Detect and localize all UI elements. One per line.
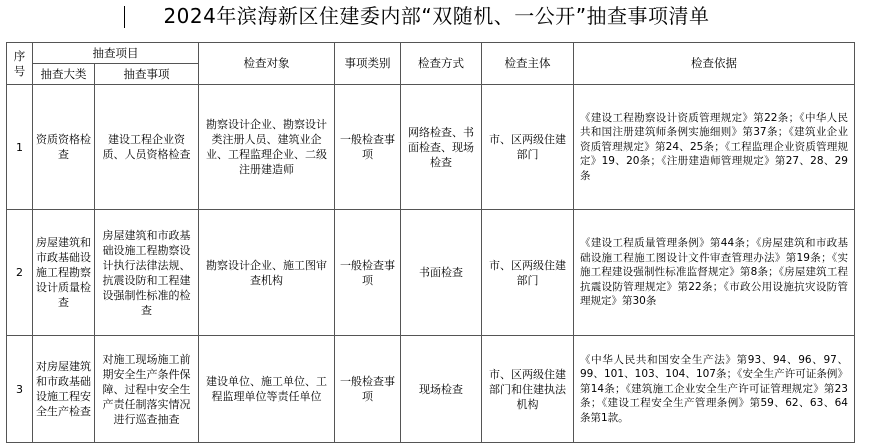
row-category: 对房屋建筑和市政基础设施工程安全生产检查 [33, 336, 95, 443]
row-basis: 《建设工程质量管理条例》第44条；《房屋建筑和市政基础设施工程施工图设计文件审查管理办法》第19条；《实施工程建设强制性标准监督规定》第8条；《房屋建筑工程抗震设防管理规定》第22条；《市政公用设施抗灾设防管理规定》第30条 [574, 210, 855, 336]
header-type: 事项类别 [335, 43, 401, 85]
row-seq: 3 [7, 336, 33, 443]
table-row [7, 336, 855, 443]
inspection-table [6, 42, 855, 443]
text-cursor [124, 6, 125, 28]
row-item: 对施工现场施工前期安全生产条件保障、过程中安全生产责任制落实情况进行巡查抽查 [95, 336, 199, 443]
header-subject: 检查主体 [482, 43, 574, 85]
row-method: 书面检查 [401, 210, 482, 336]
row-basis: 《建设工程勘察设计资质管理规定》第22条；《中华人民共和国注册建筑师条例实施细则》第37条；《建筑业企业资质管理规定》第24、25条；《工程监理企业资质管理规定》19、20条；《注册建造师管理规定》第27、28、29条 [574, 85, 855, 210]
row-item: 建设工程企业资质、人员资格检查 [95, 85, 199, 210]
header-target: 检查对象 [199, 43, 335, 85]
header-category: 抽查大类 [33, 64, 95, 85]
row-seq: 2 [7, 210, 33, 336]
row-type: 一般检查事项 [335, 85, 401, 210]
row-item: 房屋建筑和市政基础设施工程勘察设计执行法律法规、抗震设防和工程建设强制性标准的检查 [95, 210, 199, 336]
row-subject: 市、区两级住建部门和住建执法机构 [482, 336, 574, 443]
row-subject: 市、区两级住建部门 [482, 210, 574, 336]
header-check-items: 抽查项目 [33, 43, 199, 64]
header-seq: 序号 [7, 43, 33, 85]
header-method: 检查方式 [401, 43, 482, 85]
row-category: 房屋建筑和市政基础设施工程勘察设计质量检查 [33, 210, 95, 336]
header-row [7, 43, 855, 64]
row-type: 一般检查事项 [335, 210, 401, 336]
row-method: 网络检查、书面检查、现场检查 [401, 85, 482, 210]
row-target: 勘察设计企业、施工图审查机构 [199, 210, 335, 336]
row-method: 现场检查 [401, 336, 482, 443]
document-title: 2024年滨海新区住建委内部“双随机、一公开”抽查事项清单 [163, 4, 710, 28]
row-seq: 1 [7, 85, 33, 210]
row-subject: 市、区两级住建部门 [482, 85, 574, 210]
row-target: 建设单位、施工单位、工程监理单位等责任单位 [199, 336, 335, 443]
row-basis: 《中华人民共和国安全生产法》第93、94、96、97、99、101、103、104、107条；《安全生产许可证条例》第14条；《建筑施工企业安全生产许可证管理规定》第23条；《建设工程安全生产管理条例》第59、62、63、64条第1款。 [574, 336, 855, 443]
header-basis: 检查依据 [574, 43, 855, 85]
row-category: 资质资格检查 [33, 85, 95, 210]
row-type: 一般检查事项 [335, 336, 401, 443]
table-row [7, 210, 855, 336]
row-target: 勘察设计企业、勘察设计类注册人员、建筑业企业、工程监理企业、二级注册建造师 [199, 85, 335, 210]
header-item: 抽查事项 [95, 64, 199, 85]
table-row [7, 85, 855, 210]
